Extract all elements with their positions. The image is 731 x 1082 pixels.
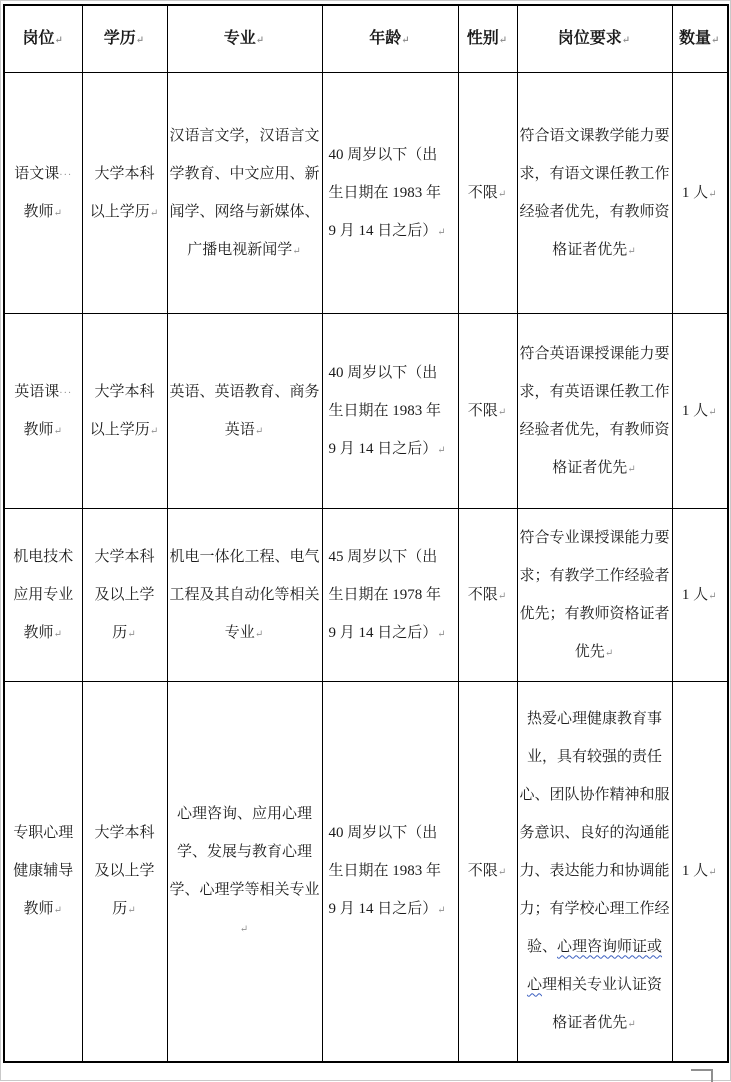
cell-text: 1 人	[681, 863, 709, 880]
cell-education	[82, 72, 167, 313]
column-header-major	[167, 5, 322, 72]
job-table	[3, 4, 729, 1063]
end-of-cell-mark: ↵	[497, 406, 508, 418]
cell-gender	[458, 681, 517, 1062]
cell-text: 心理咨询、应用心理学、发展与教育心理学、心理学等相关专业	[169, 806, 320, 899]
cell-gender	[458, 72, 517, 313]
cell-gender	[458, 508, 517, 681]
cell-text: 专职心理健康辅导教师	[13, 825, 74, 918]
table-row	[4, 681, 728, 1062]
end-of-cell-mark: ↵	[708, 406, 718, 418]
cell-text: 语文课	[14, 165, 60, 182]
table-row	[4, 508, 728, 681]
column-header-label: 学历	[103, 29, 136, 47]
column-header-label: 岗位要求	[557, 29, 622, 47]
cell-count	[672, 508, 728, 681]
cell-text: 大学本科以上学历	[89, 383, 155, 438]
cell-requirements	[517, 313, 672, 508]
column-header-requirements	[517, 5, 672, 72]
cell-requirements	[517, 508, 672, 681]
cell-major	[167, 72, 322, 313]
end-of-cell-mark: ↵	[708, 590, 718, 602]
cell-text: 汉语言文学，汉语言文学教育、中文应用、新闻学、网络与新媒体、广播电视新闻学	[169, 127, 320, 258]
cell-education	[82, 508, 167, 681]
cell-age	[322, 313, 458, 508]
end-of-cell-mark: ↵	[53, 207, 63, 219]
cell-text: 40 周岁以下（出生日期在 1983 年 9 月 14 日之后）	[328, 146, 442, 239]
end-of-cell-mark: ↵	[708, 188, 718, 200]
cell-text: 英语、英语教育、商务英语	[169, 383, 320, 438]
cell-text: 英语课	[14, 383, 60, 400]
cell-requirements	[517, 681, 672, 1062]
end-of-cell-mark: ↵	[127, 628, 137, 640]
cell-major	[167, 681, 322, 1062]
cell-text: 大学本科以上学历	[89, 165, 155, 220]
cell-text: 40 周岁以下（出生日期在 1983 年 9 月 14 日之后）	[328, 825, 442, 918]
formatting-mark: ···	[59, 169, 73, 181]
end-of-cell-mark: ↵	[135, 34, 146, 46]
cell-text: 热爱心理健康教育事业，具有较强的责任心、团队协作精神和服务意识、良好的沟通能力、表达能力和协调能力；有学校心理工作经验、	[519, 711, 670, 956]
end-of-cell-mark: ↵	[711, 34, 721, 46]
page-margin-corner-mark	[691, 1069, 713, 1082]
column-header-count	[672, 5, 728, 72]
cell-education	[82, 681, 167, 1062]
end-of-cell-mark: ↵	[254, 628, 265, 640]
end-of-cell-mark: ↵	[497, 590, 508, 602]
cell-education	[82, 313, 167, 508]
cell-age	[322, 72, 458, 313]
cell-age	[322, 508, 458, 681]
cell-text: 符合语文课教学能力要求，有语文课任教工作经验者优先，有教师资格证者优先	[519, 127, 670, 258]
end-of-cell-mark: ↵	[437, 444, 447, 456]
column-header-label: 岗位	[22, 29, 55, 47]
cell-text: 不限	[467, 863, 498, 880]
end-of-cell-mark: ↵	[53, 425, 63, 437]
cell-count	[672, 313, 728, 508]
cell-text: 不限	[467, 586, 498, 603]
table-row	[4, 313, 728, 508]
column-header-label: 性别	[466, 29, 499, 47]
cell-major	[167, 313, 322, 508]
column-header-label: 年龄	[369, 29, 402, 47]
end-of-cell-mark: ↵	[497, 867, 508, 879]
cell-position	[4, 681, 82, 1062]
cell-position	[4, 72, 82, 313]
cell-text: 1 人	[681, 184, 709, 201]
end-of-cell-mark: ↵	[254, 425, 265, 437]
cell-age	[322, 681, 458, 1062]
cell-text: 40 周岁以下（出生日期在 1983 年 9 月 14 日之后）	[328, 364, 442, 457]
column-header-age	[322, 5, 458, 72]
end-of-cell-mark: ↵	[255, 34, 266, 46]
end-of-cell-mark: ↵	[627, 1019, 637, 1031]
cell-text: 45 周岁以下（出生日期在 1978 年 9 月 14 日之后）	[328, 548, 442, 641]
end-of-cell-mark: ↵	[437, 226, 447, 238]
cell-text: 理相关专业认证资格证者优先	[542, 977, 663, 1032]
cell-text: 不限	[467, 402, 498, 419]
column-header-gender	[458, 5, 517, 72]
end-of-cell-mark: ↵	[627, 463, 637, 475]
table-body	[4, 72, 728, 1062]
cell-count	[672, 681, 728, 1062]
column-header-position	[4, 5, 82, 72]
column-header-label: 数量	[679, 29, 712, 47]
cell-count	[672, 72, 728, 313]
end-of-cell-mark: ↵	[53, 905, 63, 917]
formatting-mark: ···	[59, 387, 73, 399]
end-of-cell-mark: ↵	[149, 207, 160, 219]
wavy-underlined-text: 心理咨询师证或心	[526, 939, 663, 994]
end-of-cell-mark: ↵	[401, 34, 411, 46]
cell-text: 1 人	[681, 402, 709, 419]
end-of-cell-mark: ↵	[53, 628, 63, 640]
end-of-cell-mark: ↵	[437, 628, 447, 640]
end-of-cell-mark: ↵	[627, 245, 637, 257]
end-of-cell-mark: ↵	[239, 924, 250, 936]
cell-text: 不限	[467, 184, 498, 201]
end-of-cell-mark: ↵	[292, 245, 302, 257]
cell-text: 符合英语课授课能力要求，有英语课任教工作经验者优先，有教师资格证者优先	[519, 345, 670, 476]
cell-requirements	[517, 72, 672, 313]
column-header-education	[82, 5, 167, 72]
end-of-cell-mark: ↵	[708, 867, 718, 879]
cell-text: 符合专业课授课能力要求；有教学工作经验者优先；有教师资格证者优先	[519, 529, 670, 660]
end-of-cell-mark: ↵	[497, 188, 508, 200]
end-of-cell-mark: ↵	[149, 425, 160, 437]
column-header-label: 专业	[223, 29, 256, 47]
end-of-cell-mark: ↵	[54, 34, 64, 46]
end-of-cell-mark: ↵	[127, 905, 137, 917]
cell-text: 机电一体化工程、电气工程及其自动化等相关专业	[169, 548, 320, 641]
cell-major	[167, 508, 322, 681]
end-of-cell-mark: ↵	[621, 34, 632, 46]
end-of-cell-mark: ↵	[498, 34, 509, 46]
table-row	[4, 72, 728, 313]
header-row	[4, 5, 728, 72]
cell-gender	[458, 313, 517, 508]
cell-position	[4, 508, 82, 681]
end-of-cell-mark: ↵	[437, 905, 447, 917]
end-of-cell-mark: ↵	[604, 647, 615, 659]
cell-text: 教师	[23, 203, 54, 220]
cell-position	[4, 313, 82, 508]
cell-text: 大学本科及以上学历	[94, 825, 155, 918]
cell-text: 教师	[23, 421, 54, 438]
cell-text: 大学本科及以上学历	[94, 548, 155, 641]
cell-text: 机电技术应用专业教师	[13, 548, 74, 641]
cell-text: 1 人	[681, 586, 709, 603]
